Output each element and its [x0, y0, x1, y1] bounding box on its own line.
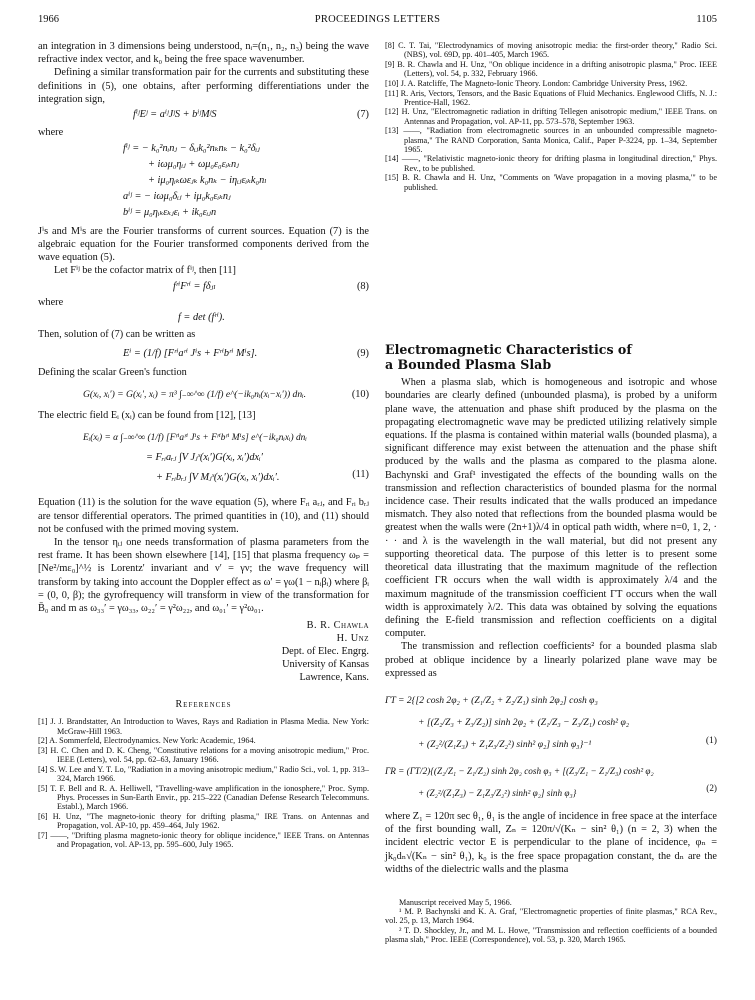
references-list-right: [385, 41, 717, 192]
footnote-1: ¹ M. P. Bachynski and K. A. Graf, "Electromagnetic properties of finite plasmas," RCA Rev., vol. 25, p. 13, March 1964.: [385, 907, 717, 926]
left-column: [38, 40, 369, 850]
header-journal: PROCEEDINGS LETTERS: [314, 14, 441, 25]
reference-item: [4] S. W. Lee and Y. T. Lo, "Radiation in a moving anisotropic medium," Radio Sci., vol. 1, pp. 313–324, March 1966.: [38, 764, 369, 784]
equation-9: [38, 347, 369, 361]
equation-9-body: Eⁱ = (1/f) [Fʳⁱaʳⁱ Jⁱs + Fʳⁱbʳⁱ Mⁱs].: [123, 347, 258, 359]
blank-spacer: [385, 192, 717, 340]
equation-f-definition: [38, 141, 369, 221]
equation-7-body: fⁱʲEʲ = aⁱʲJʲS + bⁱʲMʲS: [133, 109, 217, 121]
reference-item: [2] A. Sommerfeld, Electrodynamics. New York: Academic, 1964.: [38, 736, 256, 746]
equation-2-line-1: ΓR = (ΓT/2){(Z₂/Z₁ − Z₁/Z₂) sinh 2φ₂ cosh φ₃ + [(Z₃/Z₁ − Z₁/Z₃) cosh² φ₂: [385, 765, 654, 776]
reference-item: [5] T. F. Bell and R. A. Helliwell, "Travelling-wave amplification in the ionosphere," Proc. Symp. Phys. Processes in Sun-Earth Envir., pp. 215–222 (Canadian Defense Research Telecommuns. Establ.), March 1966.: [38, 783, 369, 812]
where-label-2: where: [38, 297, 64, 309]
equation-2-number: (2): [706, 782, 717, 793]
author-signature: [38, 619, 369, 684]
paragraph-introduction: When a plasma slab, which is homogeneous and isotropic and whose boundaries are clearly defined (unbounded plasma), is probed by a uniform plane wave, the attenuation and phase shift produced by the plasma on the propagating electromagnetic wave may be predicted utilizing relatively simple equations. If the plasma is contained within material walls (bounded plasma), a significant difference may exist between the attenuation and the phase shift produced by the walls and the plasma as compared to the plasma alone. Bachynski and Graf¹ investigated the effects of the bounding walls on the transmission and reflection characteristics of bounded plasma for the normal incidence case. Their results indicated that the walls produced an impedance mismatch. They also noted that reflections from the bounded plasma would be greatest when the walls were (2n+1)λ/4 in optical path width, where n=0, 1, 2, · · · and λ is the wavelength in the wall material, but did not present any supporting theoretical data. The purpose of this letter is to present some theoretical data illustrating that the maximum magnitude of the reflection coefficient ΓR occurs when the wall width is approximately λ/4 and the maximum magnitude of the transmission coefficient ΓT occurs when the wall width is approximately λ/2. This data was obtained by solving the equations defining the E-field transmission and reflection coefficients on a digital computer.: [385, 377, 717, 640]
paragraph-green-function: Defining the scalar Green's function: [38, 367, 187, 379]
header-page-number: 1105: [696, 14, 717, 25]
equation-8-number: (8): [356, 280, 369, 292]
paragraph-tensor: In the tensor ηᵢⱼ one needs transformation of plasma parameters from the rest frame. It has been shown elsewhere [14], [15] that plasma frequency ωₚ = [Ne²/mε₀]^½ is Lorentz' invariant and ν′ = γν; the wave frequency will transform by taking into account the Doppler effect as ω′ = γω(1 − nᵢβᵢ) where βᵢ = (0, 0, β); the gyrofrequency will transform in view of the transformation for B̄₀ and m as ω₃₃′ = γω₃₃, ω₂₂′ = γ²ω₂₂, and ω₀₁′ = γ²ω₀₁.: [38, 536, 369, 614]
equation-1-line-2: + [(Z₂/Z₃ + Z₃/Z₂)] sinh 2φ₂ + (Z₁/Z₃ − Z₃/Z₁) cosh² φ₂: [418, 716, 630, 728]
equation-9-number: (9): [356, 347, 369, 359]
page-header: [38, 14, 717, 28]
paragraph-electric-field: The electric field Eᵢ (xᵢ) can be found from [12], [13]: [38, 410, 256, 422]
equation-f-line-3: + iμ₀ηᵢₖωεⱼₖ k₀nₖ − iηᵢⱼεᵢₖk₀nₗ: [148, 174, 267, 186]
equation-b-definition: bⁱʲ = μ₀ηᵢₖεₖⱼεᵢ + ik₀εᵢⱼn: [123, 206, 217, 218]
reference-item: [1] J. J. Brandstatter, An Introduction to Waves, Rays and Radiation in Plasma Media. New York: McGraw-Hill 1963.: [38, 717, 369, 736]
equation-1-transmission: [385, 690, 717, 756]
equation-7: [38, 108, 369, 122]
author-name-1: B. R. Chawla: [306, 620, 369, 632]
reference-item: [13] ——, "Radiation from electromagnetic sources in an unbounded compressible magneto-plasma," The RAND Corporation, Santa Monica, Calif., Paper P-3224, pp. 1–34, September 1965.: [385, 126, 718, 154]
paragraph-fourier: Jⁱs and Mⁱs are the Fourier transforms of current sources. Equation (7) is the algebraic equation for the Fourier transformed components derived from the wave equation (5).: [38, 225, 369, 264]
equation-f-line-1: fⁱʲ = − k₀²nᵢnⱼ − δᵢⱼk₀²nₖnₖ − k₀²δᵢⱼ: [123, 142, 260, 154]
equation-1-line-1: ΓT = 2{[2 cosh 2φ₂ + (Z₁/Z₂ + Z₂/Z₁) sinh 2φ₂] cosh φ₃: [385, 694, 598, 706]
article-title-line-2: a Bounded Plasma Slab: [385, 357, 552, 373]
reference-item: [9] B. R. Chawla and H. Unz, "On oblique incidence in a drifting anisotropic plasma," Proc. IEEE (Letters), vol. 54, p. 332, February 1966.: [385, 59, 718, 79]
author-city: Lawrence, Kans.: [299, 672, 369, 684]
equation-1-number: (1): [705, 734, 717, 746]
footnote-manuscript: Manuscript received May 5, 1966.: [399, 897, 512, 907]
reference-item: [3] H. C. Chen and D. K. Cheng, "Constitutive relations for a moving anisotropic medium," Proc. IEEE (Letters), vol. 54, pp. 62–63, January 1966.: [38, 745, 369, 765]
equation-f-line-2: + iωμ₀ηᵢⱼ + ωμ₀ε₀εᵢₖnⱼ: [148, 158, 239, 170]
reference-item: [10] J. A. Ratcliffe, The Magneto-Ionic Theory. London: Cambridge University Press, 1962.: [385, 78, 688, 88]
equation-11-number: (11): [352, 469, 369, 481]
paragraph-intro: an integration in 3 dimensions being understood, nᵢ=(n₁, n₂, n₃) being the wave refractive index vector, and k₀ being the free space wavenumber.: [38, 41, 369, 66]
reference-item: [11] R. Aris, Vectors, Tensors, and the Basic Equations of Fluid Mechanics. Englewood Cliffs, N. J.: Prentice-Hall, 1962.: [385, 88, 718, 107]
equation-8-body: fʳⁱFʳⁱ = fδⱼₗ: [173, 280, 216, 292]
equation-a-definition: aⁱʲ = − iωμ₀δᵢⱼ + iμ₀k₀εᵢₖnⱼ: [123, 190, 231, 202]
equation-determinant: [38, 311, 369, 325]
footnote-2: ² T. D. Shockley, Jr., and M. L. Howe, "Transmission and reflection coefficients of a bounded plasma slab," Proc. IEEE (Correspondence), vol. 53, p. 320, March 1965.: [385, 925, 717, 944]
reference-item: [6] H. Unz, "The magneto-ionic theory for drifting plasma," IRE Trans. on Antennas and Propagation, vol. AP-10, pp. 459–464, July 1962.: [38, 811, 370, 831]
right-column: [385, 41, 717, 944]
paragraph-definitions: where Z₁ = 120π sec θ₁, θ₁ is the angle of incidence in free space at the interface of the first bounding wall, Zₙ = 120π/√(Kₙ − sin² θ₁) (n = 2, 3) when the incident electric vector E is perpendicular to the plane of incidence, φₙ = jk₀dₙ√(Kₙ − sin² θ₁), k₀ is the free space propagation constant, the dₙ are the widths of the dielectric walls and the plasma: [385, 810, 717, 875]
paragraph-coefficients: The transmission and reflection coefficients² for a bounded plasma slab probed at oblique incidence by a linearly polarized plane wave may be expressed as: [385, 641, 717, 679]
author-department: Dept. of Elec. Engrg.: [281, 646, 369, 658]
paragraph-equation-11: Equation (11) is the solution for the wave equation (5), where Fᵣᵢ aᵣⱼ, and Fᵣᵢ bᵣⱼ are tensor differential operators. The primed quantities in (10), and (11) should not be confused with the primed moving system.: [38, 497, 369, 535]
equation-11-line-2: = Fᵣᵢaᵣⱼ ∫V Jⱼˢ(xᵢ′)G(xᵢ, xᵢ′)dxᵢ′: [146, 452, 263, 464]
paragraph-cofactor: Let Fⁱʲ be the cofactor matrix of fⁱʲ, then [11]: [54, 265, 236, 277]
equation-11-line-1: Eᵢ(xᵢ) = α ∫₋∞^∞ (1/f) [Fʳⁱaʳⁱ Jⁱs + Fʳⁱbʳⁱ Mⁱs] e^(−ik₀nᵢxᵢ) dnᵢ: [83, 433, 307, 444]
equation-10: [38, 388, 369, 402]
paragraph-solution: Then, solution of (7) can be written as: [38, 328, 196, 340]
equation-1-line-3: + (Z₂²/(Z₁Z₃) + Z₁Z₃/Z₂²) sinh² φ₂] sinh φ₃}⁻¹: [418, 738, 592, 750]
reference-item: [7] ——, "Drifting plasma magneto-ionic theory for oblique incidence," IEEE Trans. on Antennas and Propagation, vol. AP-13, pp. 595–600, July 1965.: [38, 830, 370, 850]
footnotes: [385, 898, 717, 944]
reference-item: [14] ——, "Relativistic magneto-ionic theory for drifting plasma in longitudinal direction," Phys. Rev., to be published.: [385, 154, 717, 173]
author-university: University of Kansas: [282, 659, 369, 671]
equation-2-line-2: + (Z₂²/(Z₁Z₃) − Z₁Z₃/Z₂²) sinh² φ₂] sinh φ₃}: [418, 787, 577, 798]
article-title: [385, 342, 717, 372]
reference-item: [8] C. T. Tai, "Electrodynamics of moving anisotropic media: the first-order theory," Radio Sci. (NBS), vol. 69D, pp. 401–405, March 1965.: [385, 41, 717, 60]
equation-11: [38, 428, 369, 488]
equation-2-reflection: [385, 760, 717, 804]
references-heading: References: [175, 699, 232, 711]
equation-11-line-3: + Fᵣᵢbᵣⱼ ∫V Mⱼˢ(xᵢ′)G(xᵢ, xᵢ′)dxᵢ′.: [156, 472, 280, 484]
equation-determinant-body: f = det (fʳⁱ).: [178, 312, 225, 324]
author-name-2: H. Unz: [336, 633, 369, 645]
where-label-1: where: [38, 126, 64, 138]
equation-10-number: (10): [351, 388, 369, 400]
paragraph-defining: Defining a similar transformation pair for the currents and substituting these definitions in (5), one obtains, after performing differentiations under the integration sign,: [38, 67, 369, 105]
equation-10-body: G(xᵢ, xᵢ′) = G(xᵢ′, xᵢ) = π³ ∫₋∞^∞ (1/f) e^(−ik₀nᵢ(xᵢ−xᵢ′)) dnᵢ.: [83, 388, 307, 400]
reference-item: [15] B. R. Chawla and H. Unz, "Comments on 'Wave propagation in a moving plasma,'" to be published.: [385, 173, 717, 192]
equation-7-number: (7): [356, 109, 369, 121]
reference-item: [12] H. Unz, "Electromagnetic radiation in drifting Tellegen anisotropic medium," IEEE Trans. on Antennas and Propagation, vol. AP-11, pp. 573–578, September 1963.: [385, 107, 718, 126]
article-title-line-1: Electromagnetic Characteristics of: [385, 342, 632, 358]
references-list-left: [38, 717, 369, 849]
header-year: 1966: [38, 14, 59, 25]
equation-8: [38, 280, 369, 294]
